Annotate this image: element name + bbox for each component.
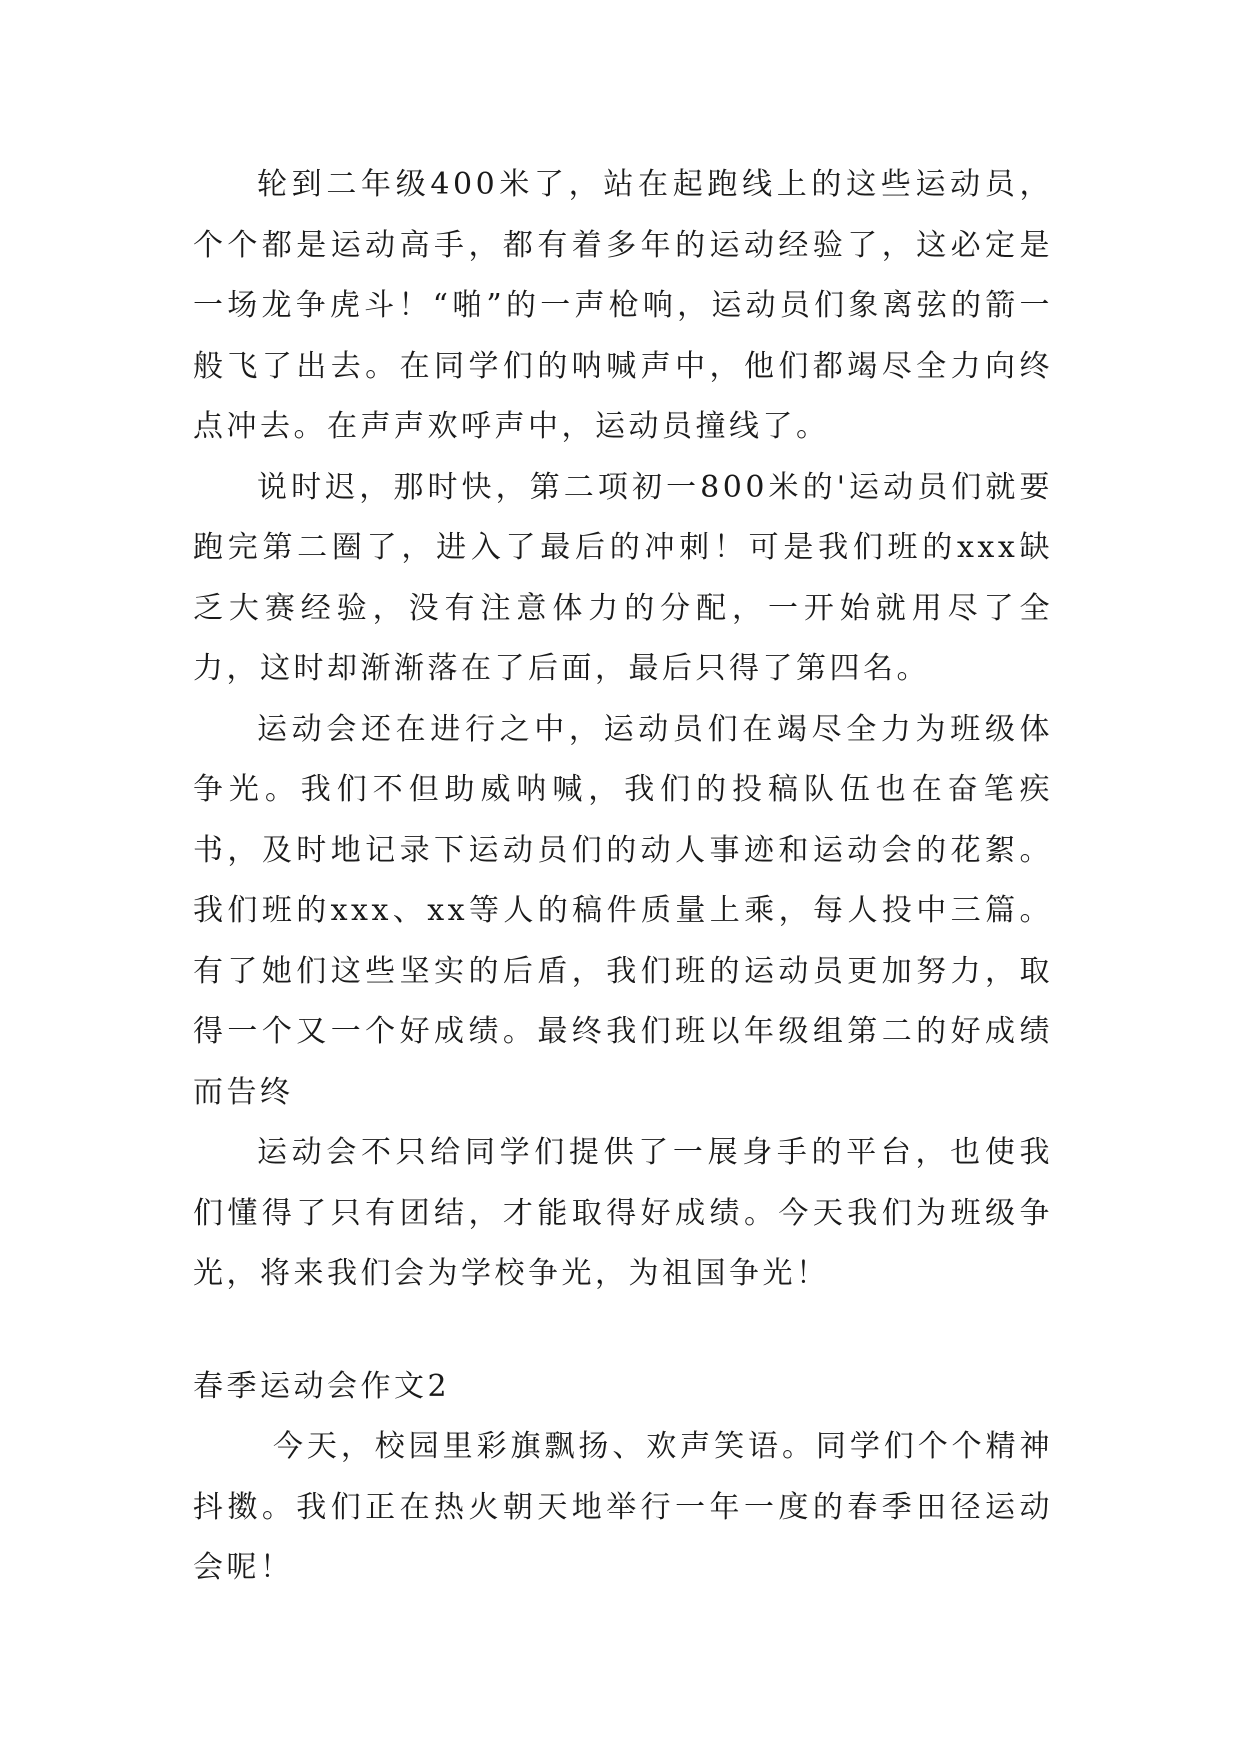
paragraph-2: 说时迟，那时快，第二项初一800米的'运动员们就要跑完第二圈了，进入了最后的冲刺！可是我们班的xxx缺乏大赛经验，没有注意体力的分配，一开始就用尽了全力，这时却渐渐落在了后面，最后只得了第四名。 xyxy=(193,469,1053,686)
document-body xyxy=(193,155,1053,1599)
paragraph-3: 运动会还在进行之中，运动员们在竭尽全力为班级体争光。我们不但助威呐喊，我们的投稿队伍也在奋笔疾书，及时地记录下运动员们的动人事迹和运动会的花絮。我们班的xxx、xx等人的稿件质量上乘，每人投中三篇。有了她们这些坚实的后盾，我们班的运动员更加努力，取得一个又一个好成绩。最终我们班以年级组第二的好成绩而告终 xyxy=(193,711,1053,1110)
paragraph-4: 运动会不只给同学们提供了一展身手的平台，也使我们懂得了只有团结，才能取得好成绩。今天我们为班级争光，将来我们会为学校争光，为祖国争光！ xyxy=(193,1135,1053,1291)
paragraph-1: 轮到二年级400米了，站在起跑线上的这些运动员，个个都是运动高手，都有着多年的运动经验了，这必定是一场龙争虎斗！“啪”的一声枪响，运动员们象离弦的箭一般飞了出去。在同学们的呐喊声中，他们都竭尽全力向终点冲去。在声声欢呼声中，运动员撞线了。 xyxy=(193,167,1053,444)
section-heading: 春季运动会作文2 xyxy=(193,1368,451,1404)
section-2-paragraph: 今天，校园里彩旗飘扬、欢声笑语。同学们个个精神抖擞。我们正在热火朝天地举行一年一度的春季田径运动会呢！ xyxy=(193,1429,1053,1585)
